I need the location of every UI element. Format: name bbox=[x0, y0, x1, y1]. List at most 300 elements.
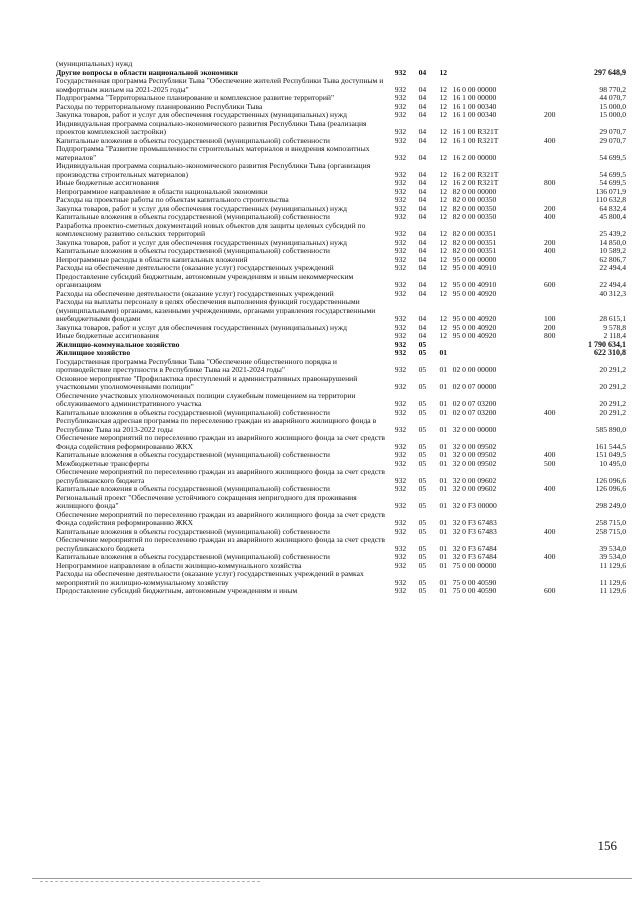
row-vr: 400 bbox=[544, 552, 556, 561]
row-sum: 10 495,0 bbox=[599, 458, 626, 468]
row-cs: 32 0 F3 00000 bbox=[452, 501, 497, 510]
row-rz: 04 bbox=[418, 288, 427, 298]
row-rz: 04 bbox=[418, 101, 427, 111]
row-pr: 12 bbox=[439, 212, 448, 221]
row-sum: 126 096,6 bbox=[595, 475, 626, 485]
row-vr bbox=[534, 468, 565, 485]
row-cs: 82 0 00 00351 bbox=[452, 237, 497, 247]
row-gr: 932 bbox=[394, 399, 407, 408]
row-name: Капитальные вложения в объекты государственной (муниципальной) собственности bbox=[56, 407, 330, 417]
row-pr: 12 bbox=[439, 186, 448, 196]
row-gr: 932 bbox=[394, 246, 407, 255]
row-rz: 05 bbox=[418, 339, 427, 349]
row-name: Расходы на обеспечение деятельности (оказание услуг) государственных учреждений в рамках мероприятий по жилищно-коммунальному хозяйству bbox=[56, 569, 364, 587]
row-rz: 04 bbox=[418, 67, 427, 77]
row-sum: 258 715,0 bbox=[595, 526, 626, 536]
row-pr: 12 bbox=[439, 263, 448, 272]
row-name: Расходы на проектные работы по объектам капитального строительства bbox=[56, 195, 289, 204]
table-row bbox=[56, 358, 626, 375]
row-gr: 932 bbox=[394, 331, 407, 340]
row-cs: 82 0 00 00350 bbox=[452, 195, 497, 204]
row-vr: 400 bbox=[544, 450, 556, 459]
row-name: Закупка товаров, работ и услуг для обеспечения государственных (муниципальных) нужд bbox=[56, 322, 347, 332]
table-row bbox=[56, 145, 626, 162]
row-name: Предоставление субсидий бюджетным, автономным учреждениям и иным некоммерческим организациям bbox=[56, 271, 354, 289]
footer-rule-dashed bbox=[40, 881, 260, 882]
row-pr: 12 bbox=[439, 110, 448, 119]
row-sum: 1 790 634,1 bbox=[588, 339, 626, 349]
row-name: Межбюджетные трансферты bbox=[56, 458, 149, 468]
row-gr: 932 bbox=[394, 518, 407, 527]
row-gr: 932 bbox=[394, 186, 407, 196]
row-name: Расходы на обеспечение деятельности (оказание услуг) государственных учреждений bbox=[56, 263, 334, 272]
row-name: Предоставление субсидий бюджетным, автономным учреждениям и иным bbox=[56, 586, 298, 595]
row-cs: 32 0 00 09502 bbox=[452, 458, 497, 468]
table-row bbox=[56, 587, 626, 596]
row-gr: 932 bbox=[394, 450, 407, 459]
row-name: Капитальные вложения в объекты государственной (муниципальной) собственности bbox=[56, 552, 330, 561]
row-cs: 95 0 00 40920 bbox=[452, 331, 497, 340]
row-pr: 01 bbox=[439, 526, 448, 536]
row-vr: 400 bbox=[544, 135, 556, 145]
row-cs: 32 0 00 09602 bbox=[452, 475, 497, 485]
row-pr: 12 bbox=[439, 67, 448, 77]
row-vr bbox=[534, 264, 565, 273]
row-vr bbox=[534, 511, 565, 528]
row-rz: 04 bbox=[418, 212, 427, 221]
row-cs: 75 0 00 40590 bbox=[452, 586, 497, 595]
row-sum: 29 070,7 bbox=[599, 135, 626, 145]
row-vr: 400 bbox=[544, 526, 556, 536]
row-rz: 04 bbox=[418, 152, 427, 162]
row-pr: 01 bbox=[439, 518, 448, 527]
row-rz: 05 bbox=[418, 484, 427, 493]
row-sum: 298 249,0 bbox=[595, 501, 626, 510]
row-name: Капитальные вложения в объекты государственной (муниципальной) собственности bbox=[56, 450, 330, 459]
table-row bbox=[56, 536, 626, 553]
row-rz: 04 bbox=[418, 280, 427, 289]
row-sum: 39 534,0 bbox=[599, 552, 626, 561]
table-row bbox=[56, 511, 626, 528]
row-rz: 04 bbox=[418, 331, 427, 340]
row-pr: 12 bbox=[439, 237, 448, 247]
row-sum: 44 070,7 bbox=[599, 93, 626, 102]
row-gr: 932 bbox=[394, 484, 407, 493]
row-pr: 01 bbox=[439, 382, 448, 391]
row-vr: 200 bbox=[544, 203, 556, 213]
row-rz: 04 bbox=[418, 229, 427, 238]
row-gr: 932 bbox=[394, 195, 407, 204]
row-vr bbox=[534, 77, 565, 94]
table-row bbox=[56, 273, 626, 290]
row-gr: 932 bbox=[394, 586, 407, 595]
row-pr: 12 bbox=[439, 152, 448, 162]
row-name: Обеспечение мероприятий по переселению граждан из аварийного жилищного фонда за счет средств Фонда содействия реформированию ЖКХ bbox=[56, 509, 385, 527]
row-rz: 05 bbox=[418, 399, 427, 408]
row-vr bbox=[534, 375, 565, 392]
row-name: (муниципальных) нужд bbox=[56, 59, 133, 68]
table-row bbox=[56, 120, 626, 137]
row-sum: 98 770,2 bbox=[599, 84, 626, 94]
row-gr: 932 bbox=[394, 169, 407, 179]
row-sum: 151 049,5 bbox=[595, 450, 626, 459]
row-vr: 200 bbox=[544, 110, 556, 119]
row-sum: 20 291,2 bbox=[599, 399, 626, 408]
row-cs: 82 0 00 00351 bbox=[452, 246, 497, 255]
row-sum: 25 439,2 bbox=[599, 229, 626, 238]
row-gr: 932 bbox=[394, 229, 407, 238]
row-gr: 932 bbox=[394, 203, 407, 213]
row-vr bbox=[534, 94, 565, 103]
row-rz: 04 bbox=[418, 237, 427, 247]
budget-table-body bbox=[56, 60, 626, 596]
row-vr: 200 bbox=[544, 322, 556, 332]
row-vr bbox=[534, 562, 565, 571]
row-cs: 16 1 00 00340 bbox=[452, 110, 497, 119]
row-sum: 258 715,0 bbox=[595, 518, 626, 527]
row-cs: 16 1 00 R321T bbox=[452, 135, 499, 145]
row-gr: 932 bbox=[394, 135, 407, 145]
row-sum: 54 699,5 bbox=[599, 152, 626, 162]
row-vr bbox=[534, 60, 565, 69]
row-vr: 800 bbox=[544, 331, 556, 340]
row-cs: 32 0 F3 67484 bbox=[452, 543, 497, 553]
row-pr: 01 bbox=[439, 586, 448, 595]
page-number: 156 bbox=[597, 838, 617, 853]
row-name: Республиканская адресная программа по переселению граждан из аварийного жилищного фонда в Республике Тыва на 2013-2022 годы bbox=[56, 416, 377, 434]
row-vr bbox=[534, 434, 565, 451]
row-name: Капитальные вложения в объекты государственной (муниципальной) собственности bbox=[56, 135, 330, 145]
row-rz: 05 bbox=[418, 518, 427, 527]
row-vr: 800 bbox=[544, 178, 556, 187]
row-pr: 12 bbox=[439, 280, 448, 289]
row-rz: 05 bbox=[418, 441, 427, 451]
row-pr: 12 bbox=[439, 101, 448, 111]
row-gr: 932 bbox=[394, 441, 407, 451]
row-sum: 126 096,6 bbox=[595, 484, 626, 493]
row-vr bbox=[534, 536, 565, 553]
row-sum: 20 291,2 bbox=[599, 407, 626, 417]
row-cs: 02 0 07 00000 bbox=[452, 382, 497, 391]
row-gr: 932 bbox=[394, 84, 407, 94]
row-rz: 05 bbox=[418, 407, 427, 417]
row-gr: 932 bbox=[394, 501, 407, 510]
row-pr: 01 bbox=[439, 475, 448, 485]
row-rz: 04 bbox=[418, 263, 427, 272]
row-sum: 15 000,0 bbox=[599, 101, 626, 111]
row-rz: 05 bbox=[418, 577, 427, 587]
row-vr: 100 bbox=[544, 314, 556, 323]
row-pr: 12 bbox=[439, 322, 448, 332]
row-name: Расходы по территориальному планированию Республики Тыва bbox=[56, 101, 263, 111]
row-pr: 01 bbox=[439, 543, 448, 553]
row-pr: 12 bbox=[439, 195, 448, 204]
row-vr: 400 bbox=[544, 246, 556, 255]
row-gr: 932 bbox=[394, 339, 407, 349]
row-sum: 11 129,6 bbox=[599, 560, 626, 570]
row-name: Капитальные вложения в объекты государственной (муниципальной) собственности bbox=[56, 246, 330, 255]
row-cs: 95 0 00 40910 bbox=[452, 280, 497, 289]
row-cs: 16 0 00 00000 bbox=[452, 84, 497, 94]
row-sum: 161 544,5 bbox=[595, 441, 626, 451]
row-vr bbox=[534, 145, 565, 162]
row-gr: 932 bbox=[394, 254, 407, 264]
row-cs: 16 2 00 R321T bbox=[452, 178, 499, 187]
row-rz: 05 bbox=[418, 475, 427, 485]
row-name: Капитальные вложения в объекты государственной (муниципальной) собственности bbox=[56, 212, 330, 221]
row-gr: 932 bbox=[394, 67, 407, 77]
row-gr: 932 bbox=[394, 382, 407, 391]
row-rz: 04 bbox=[418, 203, 427, 213]
row-name: Капитальные вложения в объекты государственной (муниципальной) собственности bbox=[56, 484, 330, 493]
row-vr bbox=[534, 417, 565, 434]
row-gr: 932 bbox=[394, 178, 407, 187]
row-name: Обеспечение участковых уполномоченных полиции служебным помещением на территории обслуживаемого административного участка bbox=[56, 390, 356, 408]
row-cs: 16 2 00 R321T bbox=[452, 169, 499, 179]
row-name: Обеспечение мероприятий по переселению граждан из аварийного жилищного фонда за счет средств республиканского бюджета bbox=[56, 467, 385, 485]
row-cs: 16 1 00 00340 bbox=[452, 101, 497, 111]
row-gr: 932 bbox=[394, 237, 407, 247]
row-sum: 40 312,3 bbox=[599, 288, 626, 298]
row-rz: 04 bbox=[418, 178, 427, 187]
row-gr: 932 bbox=[394, 93, 407, 102]
row-name: Жилищно-коммунальное хозяйство bbox=[56, 339, 180, 349]
row-name: Основное мероприятие "Профилактика преступлений и административных правонарушений участковыми уполномоченными полиции" bbox=[56, 373, 358, 391]
row-vr bbox=[534, 570, 565, 587]
row-vr: 400 bbox=[544, 212, 556, 221]
table-row bbox=[56, 77, 626, 94]
row-sum: 11 129,6 bbox=[599, 586, 626, 595]
row-cs: 95 0 00 40920 bbox=[452, 314, 497, 323]
row-sum: 20 291,2 bbox=[599, 382, 626, 391]
row-cs: 16 1 00 00000 bbox=[452, 93, 497, 102]
row-gr: 932 bbox=[394, 543, 407, 553]
row-sum: 14 850,0 bbox=[599, 237, 626, 247]
row-cs: 32 0 00 09602 bbox=[452, 484, 497, 493]
row-sum: 15 000,0 bbox=[599, 110, 626, 119]
row-sum: 28 615,1 bbox=[599, 314, 626, 323]
row-gr: 932 bbox=[394, 152, 407, 162]
row-vr bbox=[534, 188, 565, 197]
row-cs: 16 2 00 00000 bbox=[452, 152, 497, 162]
row-rz: 05 bbox=[418, 458, 427, 468]
row-name: Подпрограмма "Развитие промышленности строительных материалов и внедрения композитных материалов" bbox=[56, 144, 370, 162]
row-gr: 932 bbox=[394, 365, 407, 374]
row-vr: 200 bbox=[544, 237, 556, 247]
row-pr: 12 bbox=[439, 331, 448, 340]
row-cs: 32 0 F3 67484 bbox=[452, 552, 497, 561]
row-cs: 75 0 00 00000 bbox=[452, 560, 497, 570]
row-vr: 600 bbox=[544, 586, 556, 595]
row-pr: 01 bbox=[439, 552, 448, 561]
row-pr: 12 bbox=[439, 203, 448, 213]
row-gr: 932 bbox=[394, 127, 407, 136]
row-gr: 932 bbox=[394, 348, 407, 357]
row-pr: 01 bbox=[439, 501, 448, 510]
row-name: Капитальные вложения в объекты государственной (муниципальной) собственности bbox=[56, 526, 330, 536]
row-rz: 05 bbox=[418, 348, 427, 357]
row-gr: 932 bbox=[394, 288, 407, 298]
row-cs: 82 0 00 00351 bbox=[452, 229, 497, 238]
row-name: Индивидуальная программа социально-экономического развития Республики Тыва (организация производства строительных материалов) bbox=[56, 161, 371, 179]
row-gr: 932 bbox=[394, 475, 407, 485]
row-cs: 32 0 F3 67483 bbox=[452, 526, 497, 536]
table-row bbox=[56, 434, 626, 451]
row-rz: 04 bbox=[418, 110, 427, 119]
row-rz: 05 bbox=[418, 382, 427, 391]
row-rz: 04 bbox=[418, 314, 427, 323]
table-row bbox=[56, 222, 626, 239]
row-sum: 9 578,8 bbox=[603, 322, 626, 332]
row-vr bbox=[534, 290, 565, 299]
row-name: Закупка товаров, работ и услуг для обеспечения государственных (муниципальных) нужд bbox=[56, 237, 347, 247]
row-sum: 64 832,4 bbox=[599, 203, 626, 213]
row-rz: 04 bbox=[418, 195, 427, 204]
table-row bbox=[56, 417, 626, 434]
row-sum: 54 699,5 bbox=[599, 178, 626, 187]
row-pr: 12 bbox=[439, 84, 448, 94]
row-name: Государственная программа Республики Тыва "Обеспечение общественного порядка и противодействие преступности в Республике Тыва на 2021-2024 годы" bbox=[56, 356, 337, 374]
row-sum: 62 806,7 bbox=[599, 254, 626, 264]
row-rz: 05 bbox=[418, 552, 427, 561]
row-name: Жилищное хозяйство bbox=[56, 348, 131, 357]
row-pr: 01 bbox=[439, 577, 448, 587]
row-sum: 22 494,4 bbox=[599, 263, 626, 272]
row-pr: 01 bbox=[439, 458, 448, 468]
row-pr: 01 bbox=[439, 441, 448, 451]
row-pr: 12 bbox=[439, 178, 448, 187]
row-pr: 12 bbox=[439, 246, 448, 255]
row-cs: 32 0 F3 67483 bbox=[452, 518, 497, 527]
row-pr: 12 bbox=[439, 135, 448, 145]
row-cs: 82 0 00 00350 bbox=[452, 203, 497, 213]
row-cs: 32 0 00 00000 bbox=[452, 424, 497, 434]
row-sum: 622 310,8 bbox=[594, 348, 626, 357]
row-rz: 05 bbox=[418, 501, 427, 510]
row-rz: 05 bbox=[418, 424, 427, 434]
row-pr: 01 bbox=[439, 365, 448, 374]
row-vr: 400 bbox=[544, 407, 556, 417]
row-cs bbox=[453, 69, 534, 78]
row-pr: 01 bbox=[439, 348, 448, 357]
row-vr bbox=[534, 120, 565, 137]
row-sum: 136 071,9 bbox=[595, 186, 626, 196]
row-gr: 932 bbox=[394, 263, 407, 272]
row-pr: 12 bbox=[439, 93, 448, 102]
table-row bbox=[56, 392, 626, 409]
row-vr bbox=[534, 358, 565, 375]
row-gr: 932 bbox=[394, 280, 407, 289]
row-name: Обеспечение мероприятий по переселению граждан из аварийного жилищного фонда за счет средств республиканского бюджета bbox=[56, 535, 385, 553]
row-gr: 932 bbox=[394, 322, 407, 332]
row-cs: 82 0 00 00000 bbox=[452, 186, 497, 196]
row-sum: 2 118,4 bbox=[603, 331, 626, 340]
row-sum: 297 648,9 bbox=[594, 67, 626, 77]
row-rz: 05 bbox=[418, 586, 427, 595]
row-gr: 932 bbox=[394, 424, 407, 434]
row-rz: 05 bbox=[418, 450, 427, 459]
row-rz: 04 bbox=[418, 186, 427, 196]
row-name: Другие вопросы в области национальной экономики bbox=[56, 67, 238, 77]
row-cs: 95 0 00 00000 bbox=[452, 254, 497, 264]
row-sum: 585 890,0 bbox=[595, 424, 626, 434]
row-vr bbox=[534, 222, 565, 239]
row-name: Региональный проект "Обеспечение устойчивого сокращения непригодного для проживания жилищного фонда" bbox=[56, 492, 357, 510]
row-gr: 932 bbox=[394, 212, 407, 221]
row-vr bbox=[534, 349, 565, 358]
row-vr bbox=[534, 162, 565, 179]
row-name: Государственная программа Республики Тыва "Обеспечение жителей Республики Тыва доступным и комфортным жильем на 2021-2025 годы" bbox=[56, 76, 384, 94]
footer-rule bbox=[32, 878, 632, 879]
row-rz: 04 bbox=[418, 93, 427, 102]
row-sum: 54 699,5 bbox=[599, 169, 626, 179]
row-gr: 932 bbox=[394, 407, 407, 417]
row-cs bbox=[453, 60, 534, 69]
row-pr: 01 bbox=[439, 424, 448, 434]
row-name: Разработка проектно-сметных документаций новых объектов для защиты целевых субсидий по комплексному развитию сельских территорий bbox=[56, 220, 366, 238]
row-gr: 932 bbox=[394, 577, 407, 587]
row-sum: 22 494,4 bbox=[599, 280, 626, 289]
row-name: Иные бюджетные ассигнования bbox=[56, 331, 159, 340]
row-rz: 05 bbox=[418, 543, 427, 553]
row-name: Обеспечение мероприятий по переселению граждан из аварийного жилищного фонда за счет средств Фонда содействия реформированию ЖКХ bbox=[56, 433, 385, 451]
table-row bbox=[56, 494, 626, 511]
row-rz: 04 bbox=[418, 322, 427, 332]
row-rz: 05 bbox=[418, 560, 427, 570]
row-cs: 02 0 00 00000 bbox=[452, 365, 497, 374]
row-gr: 932 bbox=[394, 458, 407, 468]
row-vr: 400 bbox=[544, 484, 556, 493]
row-cs: 32 0 00 09502 bbox=[452, 450, 497, 459]
row-name: Непрограммные расходы в области капитальных вложений bbox=[56, 254, 248, 264]
row-rz: 04 bbox=[418, 135, 427, 145]
row-name: Расходы на обеспечение деятельности (оказание услуг) государственных учреждений bbox=[56, 288, 334, 298]
row-name: Индивидуальная программа социально-экономического развития Республики Тыва (реализация проектов комплексной застройки) bbox=[56, 118, 367, 136]
row-cs: 82 0 00 00350 bbox=[452, 212, 497, 221]
table-row bbox=[56, 162, 626, 179]
row-pr: 01 bbox=[439, 407, 448, 417]
row-cs: 95 0 00 40920 bbox=[452, 288, 497, 298]
row-name: Непрограммное направление в области национальной экономики bbox=[56, 186, 268, 196]
row-name: Подпрограмма "Территориальное планирование и комплексное развитие территорий" bbox=[56, 93, 335, 102]
row-sum: 110 632,8 bbox=[595, 195, 626, 204]
row-sum: 29 070,7 bbox=[599, 127, 626, 136]
row-cs: 95 0 00 40910 bbox=[452, 263, 497, 272]
row-gr: 932 bbox=[394, 560, 407, 570]
row-cs bbox=[453, 341, 534, 350]
row-cs: 75 0 00 40590 bbox=[452, 577, 497, 587]
row-cs: 02 0 07 03200 bbox=[452, 407, 497, 417]
row-rz: 05 bbox=[418, 526, 427, 536]
row-pr: 01 bbox=[439, 560, 448, 570]
row-rz: 05 bbox=[418, 365, 427, 374]
row-name: Закупка товаров, работ и услуг для обеспечения государственных (муниципальных) нужд bbox=[56, 203, 347, 213]
row-gr: 932 bbox=[394, 110, 407, 119]
row-gr: 932 bbox=[394, 101, 407, 111]
row-rz: 04 bbox=[418, 127, 427, 136]
row-vr: 500 bbox=[544, 458, 556, 468]
table-row bbox=[56, 341, 626, 350]
row-cs bbox=[453, 349, 534, 358]
row-pr: 12 bbox=[439, 288, 448, 298]
row-rz: 04 bbox=[418, 246, 427, 255]
row-sum: 39 534,0 bbox=[599, 543, 626, 553]
row-pr: 01 bbox=[439, 399, 448, 408]
row-pr: 12 bbox=[439, 254, 448, 264]
row-name: Расходы на выплаты персоналу в целях обеспечения выполнения функций государственными (муниципальными) органами, казенными учреждениями, органами управления государственными внебюджетными фондами bbox=[56, 297, 376, 323]
budget-table bbox=[56, 60, 626, 596]
row-pr: 01 bbox=[439, 450, 448, 459]
